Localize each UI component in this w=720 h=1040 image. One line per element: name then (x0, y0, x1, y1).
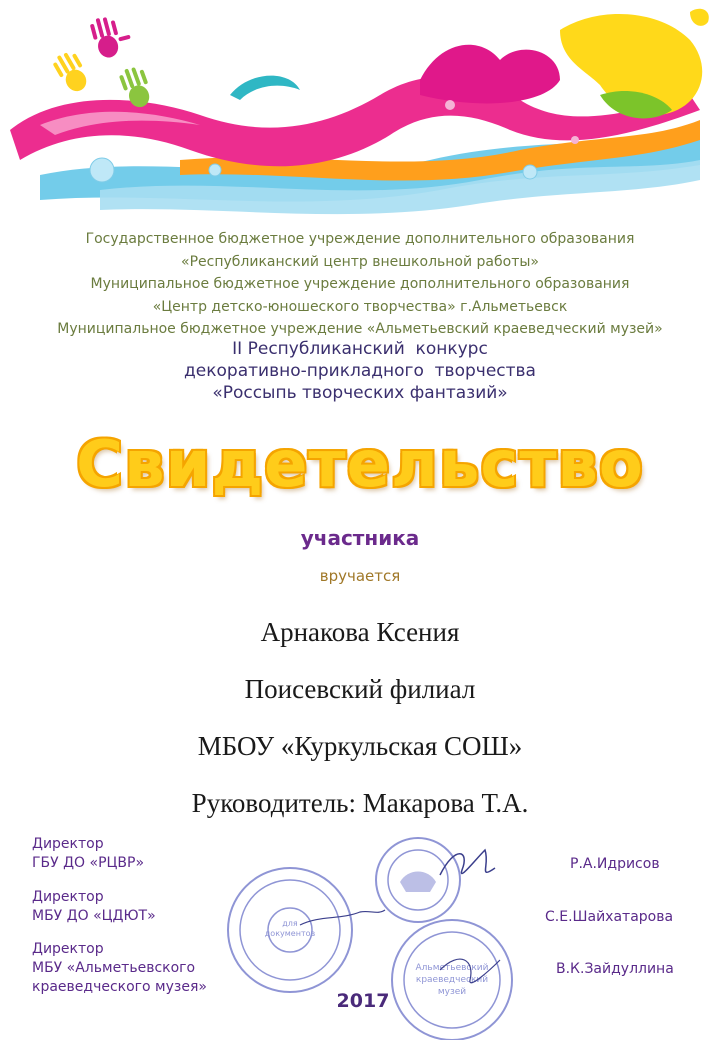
bubble (209, 164, 221, 176)
bubble (90, 158, 114, 182)
contest-line: II Республиканский конкурс (232, 339, 488, 359)
signature-scribble (300, 910, 385, 925)
certificate-subtitle: участника (300, 526, 420, 550)
header-artwork (0, 0, 720, 230)
recipient-school: МБОУ «Куркульская СОШ» (197, 731, 523, 761)
contest-line: «Россыпь творческих фантазий» (212, 383, 508, 403)
recipient-supervisor: Руководитель: Макарова Т.А. (191, 788, 529, 818)
signer-2-title: Директор МБУ ДО «ЦДЮТ» (32, 889, 156, 924)
yellow-splash-drop (690, 9, 709, 26)
signer-1-name: Р.А.Идрисов (570, 856, 660, 872)
signer-3-title: Директор МБУ «Альметьевского краеведческого музея» (32, 941, 207, 995)
org-line: Государственное бюджетное учреждение дополнительного образования (85, 231, 635, 247)
handprint-magenta-icon (89, 11, 134, 60)
bubble (445, 100, 455, 110)
recipient-name: Арнакова Ксения (260, 617, 460, 647)
org-line: «Республиканский центр внешкольной работы» (181, 253, 539, 270)
handprint-icons (51, 11, 155, 110)
recipient-branch: Поисевский филиал (244, 674, 476, 704)
signer-3-name: В.К.Зайдуллина (556, 961, 674, 977)
signer-2-name: С.Е.Шайхатарова (545, 909, 674, 925)
signer-1-title: Директор ГБУ ДО «РЦВР» (32, 836, 145, 871)
magenta-splash (420, 45, 560, 104)
contest-line: декоративно-прикладного творчества (184, 361, 536, 381)
teal-swirl (230, 76, 300, 100)
awarded-label: вручается (319, 567, 401, 585)
emblem-stamp-icon (376, 838, 460, 922)
svg-text:Альметьевский: Альметьевский (415, 963, 489, 973)
organizations-block (0, 228, 720, 341)
round-stamp-icon (228, 868, 352, 992)
org-line: «Центр детско-юношеского творчества» г.Альметьевск (152, 298, 568, 315)
museum-stamp-icon (392, 920, 512, 1040)
certificate-title: Свидетельство (76, 428, 644, 502)
contest-block (0, 338, 720, 404)
stamp-docs-text: для (282, 919, 298, 928)
svg-text:документов: документов (264, 929, 316, 938)
handprint-yellow-icon (51, 48, 93, 96)
signature-scribble (440, 850, 495, 875)
org-line: Муниципальное бюджетное учреждение «Альметьевский краеведческий музей» (57, 321, 663, 337)
year: 2017 (336, 990, 390, 1012)
svg-text:музей: музей (437, 987, 467, 997)
bubble (523, 165, 537, 179)
bubble (571, 136, 579, 144)
org-line: Муниципальное бюджетное учреждение дополнительного образования (90, 276, 630, 292)
svg-text:краеведческий: краеведческий (415, 975, 489, 985)
